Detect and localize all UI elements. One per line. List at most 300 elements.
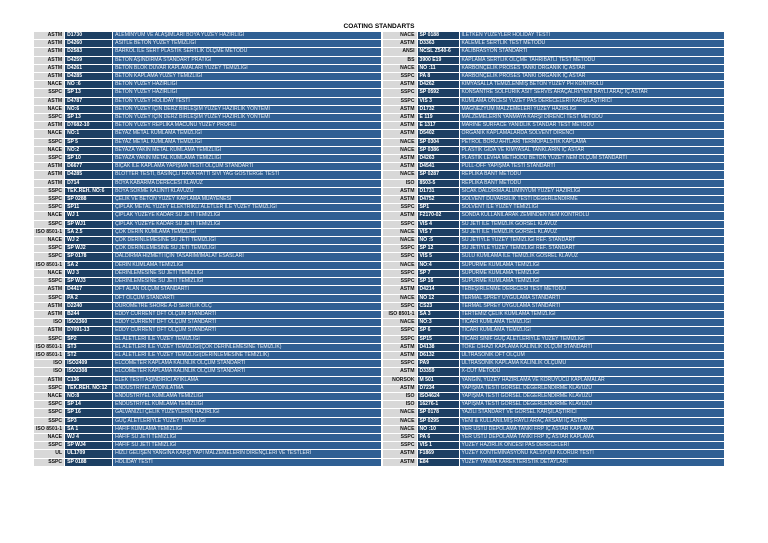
standard-code-cell: D6132 xyxy=(417,351,459,359)
standard-org-cell: SSPC xyxy=(34,220,65,228)
standard-org-cell: NACE xyxy=(383,409,417,417)
standard-code-cell: ISO2308 xyxy=(65,368,113,376)
standard-description-cell: YAPIŞMA TESTİ GÖRSEL DEĞERLENDİRME KLAVUZU xyxy=(459,392,724,400)
table-row xyxy=(34,442,382,450)
standard-description-cell: YER ÜSTÜ DEPOLAMA TANKI FRP İÇ ASTAR KAPLAMA xyxy=(459,425,724,433)
table-row xyxy=(34,237,382,245)
standard-org-cell: NACE xyxy=(34,269,65,277)
standard-org-cell: SSPC xyxy=(34,294,65,302)
standard-description-cell: ENDÜSTRİYEL KUMLAMA TEMİZLİĞİ xyxy=(113,401,382,409)
standard-org-cell: SSPC xyxy=(383,245,417,253)
standard-code-cell: D714 xyxy=(65,179,113,187)
table-row xyxy=(383,105,724,113)
standard-org-cell: ISO xyxy=(34,319,65,327)
standard-description-cell: SU JETİYLE YÜZEY TEMİZLİĞİ REF. STANDART xyxy=(459,237,724,245)
table-row xyxy=(383,89,724,97)
standard-description-cell: MARİNE SURFACE YANIDLIK STANDAR TEST METODU xyxy=(459,122,724,130)
standard-code-cell: NO:8 xyxy=(65,392,113,400)
table-row xyxy=(383,433,724,441)
standard-org-cell: SSPC xyxy=(34,417,65,425)
standard-code-cell: D1730 xyxy=(65,32,113,40)
standard-description-cell: EL ALETLERİ İLE YÜZEY TEMİZLİĞİ(ÇOK DERİNLEMESİNE TEMİZLİK) xyxy=(113,343,382,351)
table-row xyxy=(383,228,724,236)
table-row xyxy=(383,401,724,409)
standard-code-cell: SP 10 xyxy=(65,155,113,163)
table-row xyxy=(34,245,382,253)
standard-org-cell: SSPC xyxy=(34,384,65,392)
standard-description-cell: HAFİF SU JETİ TEMİZLİĞİ xyxy=(113,433,382,441)
standard-org-cell: ASTM xyxy=(383,105,417,113)
table-row xyxy=(383,122,724,130)
standard-org-cell: SSPC xyxy=(34,278,65,286)
standard-org-cell: ASTM xyxy=(383,286,417,294)
standard-org-cell: SSPC xyxy=(34,442,65,450)
standard-org-cell: ASTM xyxy=(34,171,65,179)
standard-org-cell: NACE xyxy=(383,171,417,179)
standard-org-cell: ASTM xyxy=(34,179,65,187)
standard-code-cell: D4260 xyxy=(65,40,113,48)
standard-code-cell: ISO2409 xyxy=(65,360,113,368)
standard-code-cell: D2583 xyxy=(65,48,113,56)
standard-org-cell: NACE xyxy=(34,237,65,245)
standard-org-cell: SSPC xyxy=(34,114,65,122)
standard-description-cell: BLOTTER TESTİ, BASINÇLI HAVA HATTI SIVI YAĞ GÖSTERGE TESTİ xyxy=(113,171,382,179)
table-row xyxy=(34,360,382,368)
standard-description-cell: MALZEMELERİN YANMAYA KARŞI DİRENCİ TEST METODU xyxy=(459,114,724,122)
table-row xyxy=(34,450,382,458)
standard-code-cell: D4214 xyxy=(417,286,459,294)
standard-org-cell: ASTM xyxy=(34,56,65,64)
table-row xyxy=(383,220,724,228)
standard-description-cell: EL ALETLERİ İLE YÜZEY TEMİZLİĞİ(DERİNLEMESİNE TEMİZLİK) xyxy=(113,351,382,359)
standard-description-cell: TİCARİ KUMLAMA TEMİZLİĞİ xyxy=(459,327,724,335)
table-row xyxy=(383,187,724,195)
table-row xyxy=(383,163,724,171)
standard-code-cell: VIS 1 xyxy=(417,442,459,450)
table-row xyxy=(34,114,382,122)
table-row xyxy=(34,253,382,261)
standard-code-cell: SP WJ2 xyxy=(65,245,113,253)
table-row xyxy=(34,138,382,146)
standard-description-cell: SÜPÜRME KUMLAMA TEMİZLİĞİ xyxy=(459,278,724,286)
standard-code-cell: SA 1 xyxy=(65,425,113,433)
standard-description-cell: GALVANİZLİ ÇELİK YÜZEYLERİN HAZIRLIGI xyxy=(113,409,382,417)
standard-description-cell: EDDY CURRENT DFT ÖLÇÜM STANDARTI xyxy=(113,319,382,327)
standard-code-cell: SA 2 xyxy=(65,261,113,269)
standard-org-cell: ASTM xyxy=(383,351,417,359)
standard-org-cell: ISO xyxy=(383,392,417,400)
standard-description-cell: YAZILI STANDART VE GÖRSEL KARŞILAŞTIRICI xyxy=(459,409,724,417)
table-row xyxy=(34,179,382,187)
standard-org-cell: ASTM xyxy=(383,155,417,163)
standard-org-cell: NACE xyxy=(34,212,65,220)
table-row xyxy=(383,335,724,343)
standard-description-cell: ENDÜSTRİYEL AYDINLATMA xyxy=(113,384,382,392)
standard-org-cell: SSPC xyxy=(34,196,65,204)
table-row xyxy=(383,261,724,269)
table-row xyxy=(34,171,382,179)
standard-description-cell: TİCARİ SINIF GÜÇ ALETLERİYLE YÜZEY TEMİZLİĞİ xyxy=(459,335,724,343)
table-row xyxy=(34,310,382,318)
table-row xyxy=(34,122,382,130)
standard-code-cell: WJ 4 xyxy=(65,433,113,441)
table-row xyxy=(34,196,382,204)
standard-org-cell: NACE xyxy=(383,64,417,72)
standard-description-cell: ALEMINYUM VE ALAŞIMLARI BOYA YÜZEY HAZIRLIGI xyxy=(113,32,382,40)
standard-description-cell: BETON AŞINDIRMA STANDART PRATİĞİ xyxy=(113,56,382,64)
standard-org-cell: NACE xyxy=(34,392,65,400)
table-row xyxy=(383,409,724,417)
page-title: COATING STANDARTS xyxy=(343,23,415,30)
standard-description-cell: KUMLAMA ÖNCESİ YÜZEY PAS DERECELERİ KARŞILAŞTIRICI xyxy=(459,97,724,105)
standard-org-cell: SSPC xyxy=(383,220,417,228)
standard-description-cell: SULU KUMLAMA İLE TEMİZLİK GÖSREL KLAVUZ xyxy=(459,253,724,261)
standard-description-cell: BEYAZ METAL KUMLAMA TEMİZLİĞİ xyxy=(113,130,382,138)
standard-description-cell: TOKE CİHAZI KAPLAMA KALINLIK ÖLÇÜM STANDARTI xyxy=(459,343,724,351)
table-row xyxy=(383,171,724,179)
table-row xyxy=(383,253,724,261)
table-row xyxy=(383,196,724,204)
standard-description-cell: EDDY CURRENT DFT ÖLÇÜM STANDARTI xyxy=(113,327,382,335)
table-row xyxy=(383,32,724,40)
table-row xyxy=(383,48,724,56)
table-row xyxy=(34,269,382,277)
standard-org-cell: NACE xyxy=(383,146,417,154)
standard-description-cell: ENDÜSTRİYEL KUMLAMA TEMİZLİĞİ xyxy=(113,392,382,400)
standard-code-cell: ISO4624 xyxy=(417,392,459,400)
standard-code-cell: SP 13 xyxy=(65,89,113,97)
table-row xyxy=(383,294,724,302)
standard-code-cell: SP 13 xyxy=(65,114,113,122)
standard-code-cell: SP1 xyxy=(417,204,459,212)
standard-description-cell: TERMAL SPREY UYGULAMA STANDARTI xyxy=(459,302,724,310)
standard-code-cell: D1731 xyxy=(417,187,459,195)
standard-description-cell: HOLIDAY TESTİ xyxy=(113,458,382,466)
standard-org-cell: ISO xyxy=(383,401,417,409)
standard-code-cell: VIS 5 xyxy=(417,253,459,261)
table-row xyxy=(383,114,724,122)
standard-org-cell: ASTM xyxy=(383,163,417,171)
standard-org-cell: NACE xyxy=(383,261,417,269)
standard-description-cell: BETON YÜZEY HAZIRLIĞI xyxy=(113,81,382,89)
standard-org-cell: ISO 8501-1 xyxy=(34,261,65,269)
standard-code-cell: ST3 xyxy=(65,343,113,351)
standard-org-cell: ASTM xyxy=(34,302,65,310)
standard-org-cell: ASTM xyxy=(383,368,417,376)
table-row xyxy=(383,269,724,277)
standard-org-cell: SSPC xyxy=(34,409,65,417)
standard-code-cell: D7682-10 xyxy=(65,122,113,130)
standard-code-cell: VIS 7 xyxy=(417,228,459,236)
table-row xyxy=(34,48,382,56)
table-row xyxy=(34,228,382,236)
standard-description-cell: BETON YÜZEY HAZIRLIĞI xyxy=(113,89,382,97)
standard-description-cell: SONDA KULLANILARAK ZEMİNDEN NEM KONTROLU xyxy=(459,212,724,220)
standard-org-cell: SSPC xyxy=(383,278,417,286)
standard-org-cell: ISO 8501-1 xyxy=(34,351,65,359)
table-row xyxy=(34,351,382,359)
standard-org-cell: NACE xyxy=(383,319,417,327)
standard-org-cell: SSPC xyxy=(34,245,65,253)
standard-code-cell: SP 6 xyxy=(417,327,459,335)
standard-code-cell: SP 0304 xyxy=(417,138,459,146)
standard-description-cell: BETON YÜZEY REPLİKA MACUNU YÜZEY PROFİLİ xyxy=(113,122,382,130)
standard-description-cell: KİMYASALLA TEMİZLENMİŞ BETON YÜZEY PH KONTROLÜ xyxy=(459,81,724,89)
standard-org-cell: SSPC xyxy=(34,458,65,466)
standard-org-cell: SSPC xyxy=(383,253,417,261)
standard-org-cell: ASTM xyxy=(383,114,417,122)
standard-description-cell: BETON YÜZEY İÇİN DERZ BİRLEŞİM YÜZEY HAZIRLIK YÖNTEMİ xyxy=(113,114,382,122)
standard-code-cell: D4138 xyxy=(417,343,459,351)
standard-org-cell: ASTM xyxy=(34,40,65,48)
standard-description-cell: BIÇAK İLE KAPLAMA YAPIŞMA TESTİ ÖLÇÜM STANDARTI xyxy=(113,163,382,171)
table-row xyxy=(383,204,724,212)
table-row xyxy=(34,212,382,220)
standard-org-cell: SSPC xyxy=(34,89,65,97)
standard-code-cell: SP 16 xyxy=(65,409,113,417)
standard-code-cell: NO :5 xyxy=(417,237,459,245)
standard-code-cell: ST2 xyxy=(65,351,113,359)
table-row xyxy=(383,417,724,425)
standard-code-cell: E 119 xyxy=(417,114,459,122)
standard-code-cell: SP 7 xyxy=(417,269,459,277)
standard-description-cell: YÜZEY HAZIRLIK ÖNCESİ PAS DERECELERİ xyxy=(459,442,724,450)
table-row xyxy=(34,220,382,228)
standard-description-cell: PULL-OFF YAPIŞMA TESTİ STANDARTI xyxy=(459,163,724,171)
standard-description-cell: KARBONÇELİK PROSES TANKI ORGANİK İÇ ASTAR xyxy=(459,64,724,72)
table-row xyxy=(34,97,382,105)
standard-org-cell: NACE xyxy=(383,32,417,40)
standard-code-cell: PA 8 xyxy=(417,73,459,81)
standard-org-cell: ASTM xyxy=(383,187,417,195)
standard-description-cell: ELCOMETER KAPLAMA KALINLIK ÖLÇÜM STANDARTI xyxy=(113,368,382,376)
standard-org-cell: ISO xyxy=(34,360,65,368)
standard-code-cell: M 501 xyxy=(417,376,459,384)
standards-table-right xyxy=(383,32,725,467)
standard-org-cell: ANSI xyxy=(383,48,417,56)
standard-code-cell: D4259 xyxy=(65,56,113,64)
standard-description-cell: KALEMLE SERTLIK TEST METODU xyxy=(459,40,724,48)
standard-org-cell: BS xyxy=(383,56,417,64)
table-row xyxy=(383,146,724,154)
table-row xyxy=(383,179,724,187)
table-row xyxy=(34,335,382,343)
standard-description-cell: GÜÇ ALETLERİYLE YÜZEY TEMİZLİĞİ xyxy=(113,417,382,425)
table-row xyxy=(383,392,724,400)
standard-org-cell: UL xyxy=(34,450,65,458)
standard-org-cell: ASTM xyxy=(383,384,417,392)
standard-description-cell: BARKOL İLE SERT PLASTİK SERTLİK ÖLÇME METODU xyxy=(113,48,382,56)
standard-code-cell: ISO2360 xyxy=(65,319,113,327)
standard-description-cell: PLASTİK GIDA VE KİMYASAL TANKLARIN İÇ ASTAR xyxy=(459,146,724,154)
standard-code-cell: TEK.REH. NO:12 xyxy=(65,384,113,392)
standard-description-cell: DFT ALAN ÖLÇÜM STANDARTI xyxy=(113,286,382,294)
standard-code-cell: D2240 xyxy=(65,302,113,310)
standard-description-cell: ELEK TESTİ AŞINDIRICI AYIKLAMA xyxy=(113,376,382,384)
standard-org-cell: ASTM xyxy=(34,48,65,56)
table-row xyxy=(34,294,382,302)
standard-code-cell: VIS 3 xyxy=(417,97,459,105)
standard-code-cell: NO:3 xyxy=(417,319,459,327)
standard-org-cell: NACE xyxy=(34,130,65,138)
standard-code-cell: SP 0178 xyxy=(65,253,113,261)
standard-code-cell: SA 3 xyxy=(417,310,459,318)
standard-code-cell: SP3 xyxy=(65,417,113,425)
standard-description-cell: İLETKEN YÜZEYLER HOLIDAY TESTİ xyxy=(459,32,724,40)
standard-description-cell: ULTRASONİK DFT ÖLÇÜM xyxy=(459,351,724,359)
standard-description-cell: KONSANTRE SOLFÜRİK ASİT SERVİS ARAÇALRI/YENİ RAYLI ARAÇ İÇ ASTAR xyxy=(459,89,724,97)
standard-code-cell: D3359 xyxy=(417,368,459,376)
standard-org-cell: SSPC xyxy=(34,187,65,195)
table-row xyxy=(383,425,724,433)
standard-code-cell: SP 12 xyxy=(417,245,459,253)
standard-description-cell: ÇIPLAK METAL YÜZEY ELEKTRİKLİ ALETLER İLE YÜZEY TEMİZLİĞİ xyxy=(113,204,382,212)
standard-code-cell: CS23 xyxy=(417,302,459,310)
standard-description-cell: SU JETİ İLE TEMİZLİK GÖRSEL KLAVUZ xyxy=(459,220,724,228)
table-row xyxy=(34,105,382,113)
standard-code-cell: SP 5 xyxy=(65,138,113,146)
table-row xyxy=(383,245,724,253)
table-row xyxy=(383,237,724,245)
standard-code-cell: D5402 xyxy=(417,130,459,138)
standard-code-cell: SP11 xyxy=(65,204,113,212)
standard-org-cell: NACE xyxy=(383,294,417,302)
standard-org-cell: ISO xyxy=(34,368,65,376)
standard-code-cell: D7234 xyxy=(417,384,459,392)
table-row xyxy=(383,450,724,458)
table-row xyxy=(34,56,382,64)
standard-org-cell: ASTM xyxy=(34,310,65,318)
standard-org-cell: ASTM xyxy=(34,376,65,384)
standard-org-cell: NACE xyxy=(34,146,65,154)
standard-description-cell: ASİTLE BETON YÜZEY TEMİZLİĞİ xyxy=(113,40,382,48)
standard-org-cell: ASTM xyxy=(34,122,65,130)
standard-description-cell: SOLVENT İLE YÜZEY TEMİZLİĞİ xyxy=(459,204,724,212)
table-row xyxy=(34,368,382,376)
standard-code-cell: SP WJ3 xyxy=(65,278,113,286)
standard-code-cell: B244 xyxy=(65,310,113,318)
standard-org-cell: SSPC xyxy=(34,253,65,261)
standard-org-cell: ASTM xyxy=(383,40,417,48)
table-row xyxy=(34,146,382,154)
standard-org-cell: NACE xyxy=(383,425,417,433)
table-row xyxy=(383,138,724,146)
standard-code-cell: WJ 1 xyxy=(65,212,113,220)
standard-code-cell: F2170-02 xyxy=(417,212,459,220)
table-row xyxy=(34,401,382,409)
standard-org-cell: SSPC xyxy=(383,73,417,81)
standard-org-cell: ASTM xyxy=(383,458,417,466)
standard-description-cell: KALİBRASYON STANDARTI xyxy=(459,48,724,56)
standard-description-cell: ELCOMETER KAPLAMA KALINLIK ÖLÇÜM STANDARTI xyxy=(113,360,382,368)
table-row xyxy=(383,343,724,351)
standard-description-cell: DALDIRMA HİZMETİ İÇİN TASARIM/İMALAT ESASLARI xyxy=(113,253,382,261)
standard-description-cell: SU JETİYLE YÜZEY TEMİZLİĞİ REF. STANDART xyxy=(459,245,724,253)
standard-description-cell: HIZLI GELİŞEN YANGINA KARŞI YAPI MALZEMELERİN DİRENÇLERİ VE TESTLERİ xyxy=(113,450,382,458)
standard-org-cell: SSPC xyxy=(383,204,417,212)
standards-table-left xyxy=(34,32,382,467)
standard-code-cell: PA9 xyxy=(417,360,459,368)
standard-description-cell: SÜPÜRME KUMLAMA TEMİZLİĞİ xyxy=(459,269,724,277)
standard-code-cell: NO :6 xyxy=(65,81,113,89)
standard-description-cell: TEBEŞİRLENME DERECESİ TEST METODU xyxy=(459,286,724,294)
table-row xyxy=(34,458,382,466)
table-row xyxy=(383,327,724,335)
table-row xyxy=(34,319,382,327)
standard-description-cell: BETON YÜZEY HOLIDAY TESTİ xyxy=(113,97,382,105)
standard-description-cell: REPLİKA BANT METODU xyxy=(459,179,724,187)
standard-code-cell: NO 12 xyxy=(417,294,459,302)
table-row xyxy=(34,204,382,212)
standard-description-cell: TERTEMİZ ÇELİK KUMLAMA TEMİZLİĞİ xyxy=(459,310,724,318)
standard-code-cell: SP WJ1 xyxy=(65,220,113,228)
table-row xyxy=(34,40,382,48)
standard-org-cell: ASTM xyxy=(383,130,417,138)
standard-code-cell: D4285 xyxy=(65,171,113,179)
standard-org-cell: NACE xyxy=(383,138,417,146)
standard-code-cell: D4417 xyxy=(65,286,113,294)
standard-code-cell: SP 0287 xyxy=(417,171,459,179)
standard-code-cell: E84 xyxy=(417,458,459,466)
table-row xyxy=(34,89,382,97)
standard-description-cell: TERMAL SPREY UYGULAMA STANDARTI xyxy=(459,294,724,302)
standard-description-cell: SOLVENT DUVARSILIK TESTİ DEĞERLENDİRME xyxy=(459,196,724,204)
standard-org-cell: SSPC xyxy=(383,327,417,335)
standard-org-cell: SSPC xyxy=(383,442,417,450)
standard-org-cell: ISO 8501-1 xyxy=(34,425,65,433)
standard-org-cell: NACE xyxy=(383,417,417,425)
table-row xyxy=(383,376,724,384)
table-row xyxy=(34,433,382,441)
standard-description-cell: BEYAZA YAKIN METAL KUMLAMA TEMİZLİĞİ xyxy=(113,155,382,163)
table-row xyxy=(34,286,382,294)
standard-description-cell: ÇOK DERİN KUMLAMA TEMİZLİĞİ xyxy=(113,228,382,236)
table-row xyxy=(34,417,382,425)
standard-org-cell: SSPC xyxy=(383,433,417,441)
standard-org-cell: ISO 8501-1 xyxy=(34,228,65,236)
standard-code-cell: D4787 xyxy=(65,97,113,105)
table-row xyxy=(383,286,724,294)
standard-code-cell: SP 0592 xyxy=(417,89,459,97)
standard-code-cell: E 1317 xyxy=(417,122,459,130)
standard-description-cell: HAFİF KUMLAMA TEMİZLİĞİ xyxy=(113,425,382,433)
standard-description-cell: BETON KAPLAMA YÜZEY TEMİZLİĞİ xyxy=(113,73,382,81)
standard-description-cell: KAPLAMA SERTLIK ÖLÇME TAHRİBATLI TEST METODU xyxy=(459,56,724,64)
standard-org-cell: SSPC xyxy=(383,360,417,368)
standard-org-cell: ASTM xyxy=(34,163,65,171)
standard-code-cell: D4752 xyxy=(417,196,459,204)
standard-org-cell: SSPC xyxy=(383,97,417,105)
standard-description-cell: PETROL BORU AHTLARI TERMOPALSTİK KAPLAMA xyxy=(459,138,724,146)
standard-org-cell: SSPC xyxy=(383,89,417,97)
standard-description-cell: BOYA KABARMA DERECESİ KLAVUZ xyxy=(113,179,382,187)
standard-org-cell: ISO xyxy=(383,179,417,187)
standard-code-cell: D4261 xyxy=(65,64,113,72)
standard-description-cell: ÇIPLAK YÜZEYE KADAR SU JETİ TEMİZLİĞİ xyxy=(113,220,382,228)
table-row xyxy=(383,97,724,105)
table-row xyxy=(34,376,382,384)
standard-org-cell: ASTM xyxy=(383,343,417,351)
standard-description-cell: ÇOK DERİNLEMESİNE SU JETİ TEMİZLİĞİ xyxy=(113,245,382,253)
standard-code-cell: PA 6 xyxy=(417,433,459,441)
standard-code-cell: SA 2.5 xyxy=(65,228,113,236)
standard-description-cell: YER ÜSTÜ DEPOLAMA TANKI FRP İÇ ASTAR KAPLAMA xyxy=(459,433,724,441)
standard-description-cell: ÇIPLAK YÜZEYE KADAR SU JETİ TEMİZLİĞİ xyxy=(113,212,382,220)
standard-org-cell: SSPC xyxy=(383,302,417,310)
standard-description-cell: BETON BLOK DUVAR KAPLAMALARI YÜZEY TEMİZLİĞİ xyxy=(113,64,382,72)
standard-code-cell: D7091-13 xyxy=(65,327,113,335)
standard-code-cell: SP 0295 xyxy=(417,417,459,425)
